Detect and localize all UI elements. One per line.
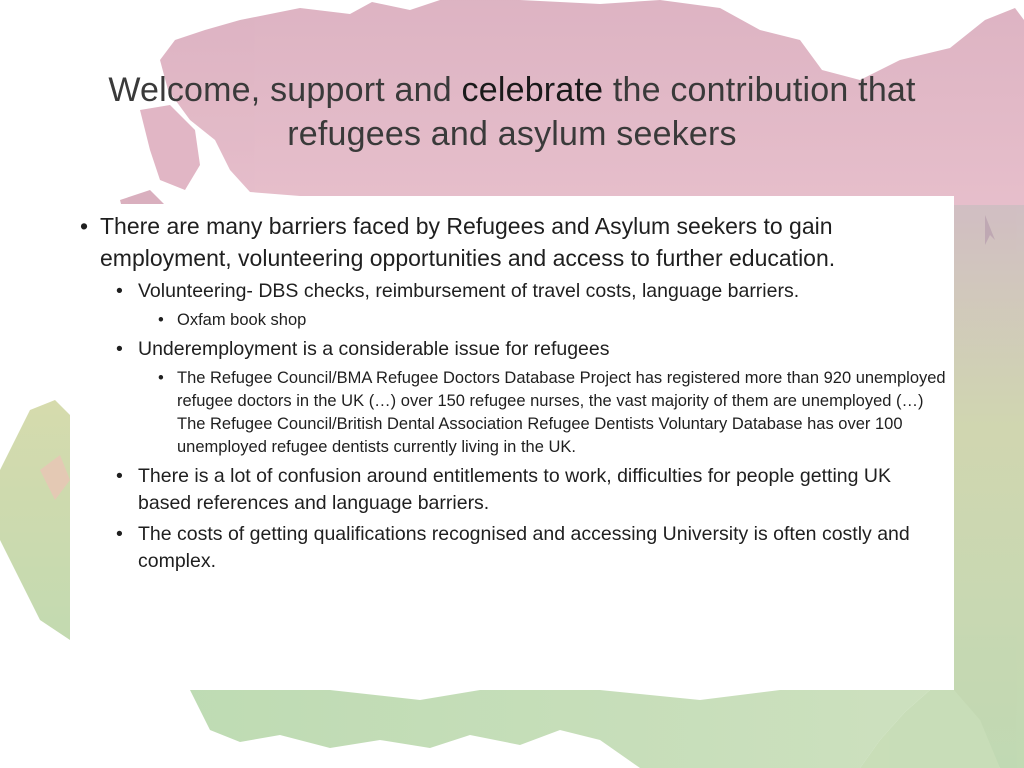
bullet-item-refugee-council <box>78 367 948 459</box>
bullet-text: There are many barriers faced by Refugees and Asylum seekers to gain employment, volunteering opportunities and access to further education. <box>100 213 836 271</box>
bullet-item-qualifications <box>78 521 948 575</box>
bullet-text: There is a lot of confusion around entitlements to work, difficulties for people getting UK based references and language barriers. <box>138 465 891 514</box>
map-south-region <box>190 690 930 768</box>
bullet-text: The Refugee Council/BMA Refugee Doctors Database Project has registered more than 920 unemployed refugee doctors in the UK (…) over 150 refugee nurses, the vast majority of them are unemployed (…) The Refugee Council/British Dental Association Refugee Dentists Voluntary Database has over 100 unemployed refugee dentists currently living in the UK. <box>177 369 946 456</box>
bullet-marker: • <box>116 280 123 302</box>
bullet-marker: • <box>116 523 123 545</box>
title-emphasis-word: celebrate <box>461 71 604 109</box>
bullet-list <box>78 210 948 579</box>
bullet-text: Volunteering- DBS checks, reimbursement of travel costs, language barriers. <box>138 280 800 302</box>
bullet-item-oxfam <box>78 309 948 332</box>
bullet-text: Underemployment is a considerable issue for refugees <box>138 338 610 360</box>
bullet-item-underemployment <box>78 336 948 363</box>
bullet-marker: • <box>116 465 123 487</box>
bullet-marker: • <box>158 311 164 329</box>
bullet-text: Oxfam book shop <box>177 311 307 329</box>
bullet-text: The costs of getting qualifications recognised and accessing University is often costly and complex. <box>138 523 910 572</box>
slide-title <box>60 68 964 156</box>
map-west-region <box>0 400 70 640</box>
bullet-marker: • <box>80 213 89 239</box>
bullet-item-barriers <box>78 210 948 274</box>
title-part1: Welcome, support and <box>108 71 462 109</box>
title-part2: the contribution that refugees and asylum seekers <box>287 71 916 153</box>
bullet-item-entitlements <box>78 463 948 517</box>
bullet-marker: • <box>158 369 164 387</box>
bullet-marker: • <box>116 338 123 360</box>
bullet-item-volunteering <box>78 278 948 305</box>
